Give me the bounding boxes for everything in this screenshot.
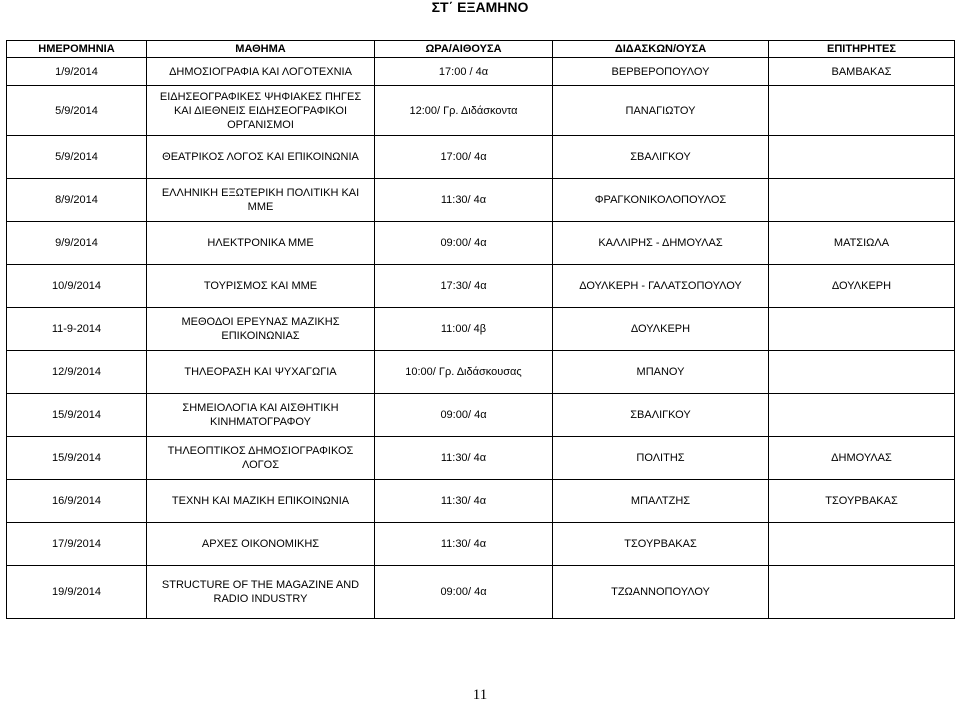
table-row [7, 523, 955, 566]
cell-instructor: ΤΣΟΥΡΒΑΚΑΣ [553, 523, 769, 566]
cell-course: ΕΙΔΗΣΕΟΓΡΑΦΙΚΕΣ ΨΗΦΙΑΚΕΣ ΠΗΓΕΣ ΚΑΙ ΔΙΕΘΝΕΙΣ ΕΙΔΗΣΕΟΓΡΑΦΙΚΟΙ ΟΡΓΑΝΙΣΜΟΙ [147, 86, 375, 136]
cell-proctors [769, 394, 955, 437]
column-header-proctors: ΕΠΙΤΗΡΗΤΕΣ [769, 41, 955, 58]
cell-course: ΣΗΜΕΙΟΛΟΓΙΑ ΚΑΙ ΑΙΣΘΗΤΙΚΗ ΚΙΝΗΜΑΤΟΓΡΑΦΟΥ [147, 394, 375, 437]
cell-time-room: 09:00/ 4α [375, 566, 553, 619]
cell-time-room: 11:30/ 4α [375, 437, 553, 480]
table-row [7, 136, 955, 179]
cell-time-room: 11:00/ 4β [375, 308, 553, 351]
cell-time-room: 09:00/ 4α [375, 394, 553, 437]
table-header-row [7, 41, 955, 58]
cell-course: ΜΕΘΟΔΟΙ ΕΡΕΥΝΑΣ ΜΑΖΙΚΗΣ ΕΠΙΚΟΙΝΩΝΙΑΣ [147, 308, 375, 351]
cell-date: 12/9/2014 [7, 351, 147, 394]
cell-proctors [769, 86, 955, 136]
cell-proctors [769, 136, 955, 179]
cell-instructor: ΚΑΛΛΙΡΗΣ - ΔΗΜΟΥΛΑΣ [553, 222, 769, 265]
cell-course: STRUCTURE OF THE MAGAZINE AND RADIO INDUSTRY [147, 566, 375, 619]
table-row [7, 265, 955, 308]
column-header-course: ΜΑΘΗΜΑ [147, 41, 375, 58]
cell-date: 5/9/2014 [7, 86, 147, 136]
cell-time-room: 12:00/ Γρ. Διδάσκοντα [375, 86, 553, 136]
cell-course: ΤΕΧΝΗ ΚΑΙ ΜΑΖΙΚΗ ΕΠΙΚΟΙΝΩΝΙΑ [147, 480, 375, 523]
cell-course: ΕΛΛΗΝΙΚΗ ΕΞΩΤΕΡΙΚΗ ΠΟΛΙΤΙΚΗ ΚΑΙ ΜΜΕ [147, 179, 375, 222]
cell-proctors [769, 179, 955, 222]
table-row [7, 566, 955, 619]
cell-date: 19/9/2014 [7, 566, 147, 619]
table-row [7, 86, 955, 136]
column-header-instructor: ΔΙΔΑΣΚΩΝ/ΟΥΣΑ [553, 41, 769, 58]
cell-course: ΑΡΧΕΣ ΟΙΚΟΝΟΜΙΚΗΣ [147, 523, 375, 566]
table-row [7, 351, 955, 394]
page-number: 11 [472, 687, 488, 703]
table-row [7, 179, 955, 222]
cell-course: ΤΗΛΕΟΡΑΣΗ ΚΑΙ ΨΥΧΑΓΩΓΙΑ [147, 351, 375, 394]
column-header-time-room: ΩΡΑ/ΑΙΘΟΥΣΑ [375, 41, 553, 58]
cell-instructor: ΜΠΑΛΤΖΗΣ [553, 480, 769, 523]
cell-date: 9/9/2014 [7, 222, 147, 265]
cell-time-room: 11:30/ 4α [375, 523, 553, 566]
cell-time-room: 17:00 / 4α [375, 58, 553, 86]
cell-date: 15/9/2014 [7, 394, 147, 437]
cell-proctors [769, 523, 955, 566]
table-row [7, 480, 955, 523]
exam-schedule-table [6, 40, 955, 619]
cell-proctors: ΒΑΜΒΑΚΑΣ [769, 58, 955, 86]
cell-date: 11-9-2014 [7, 308, 147, 351]
table-row [7, 222, 955, 265]
cell-instructor: ΣΒΑΛΙΓΚΟΥ [553, 136, 769, 179]
cell-instructor: ΠΑΝΑΓΙΩΤΟΥ [553, 86, 769, 136]
cell-proctors: ΜΑΤΣΙΩΛΑ [769, 222, 955, 265]
cell-course: ΘΕΑΤΡΙΚΟΣ ΛΟΓΟΣ ΚΑΙ ΕΠΙΚΟΙΝΩΝΙΑ [147, 136, 375, 179]
cell-course: ΔΗΜΟΣΙΟΓΡΑΦΙΑ ΚΑΙ ΛΟΓΟΤΕΧΝΙΑ [147, 58, 375, 86]
cell-proctors: ΔΗΜΟΥΛΑΣ [769, 437, 955, 480]
table-row [7, 308, 955, 351]
cell-date: 17/9/2014 [7, 523, 147, 566]
cell-date: 15/9/2014 [7, 437, 147, 480]
cell-course: ΗΛΕΚΤΡΟΝΙΚΑ ΜΜΕ [147, 222, 375, 265]
cell-date: 5/9/2014 [7, 136, 147, 179]
cell-time-room: 09:00/ 4α [375, 222, 553, 265]
cell-time-room: 17:30/ 4α [375, 265, 553, 308]
cell-instructor: ΔΟΥΛΚΕΡΗ - ΓΑΛΑΤΣΟΠΟΥΛΟΥ [553, 265, 769, 308]
cell-instructor: ΒΕΡΒΕΡΟΠΟΥΛΟΥ [553, 58, 769, 86]
cell-proctors [769, 566, 955, 619]
cell-proctors: ΔΟΥΛΚΕΡΗ [769, 265, 955, 308]
page-title: ΣΤ΄ ΕΞΑΜΗΝΟ [431, 0, 529, 15]
cell-instructor: ΔΟΥΛΚΕΡΗ [553, 308, 769, 351]
table-row [7, 437, 955, 480]
column-header-date: ΗΜΕΡΟΜΗΝΙΑ [7, 41, 147, 58]
cell-proctors [769, 351, 955, 394]
cell-instructor: ΤΖΩΑΝΝΟΠΟΥΛΟΥ [553, 566, 769, 619]
cell-instructor: ΣΒΑΛΙΓΚΟΥ [553, 394, 769, 437]
cell-proctors: ΤΣΟΥΡΒΑΚΑΣ [769, 480, 955, 523]
cell-time-room: 11:30/ 4α [375, 480, 553, 523]
cell-instructor: ΜΠΑΝΟΥ [553, 351, 769, 394]
cell-course: ΤΟΥΡΙΣΜΟΣ ΚΑΙ ΜΜΕ [147, 265, 375, 308]
cell-course: ΤΗΛΕΟΠΤΙΚΟΣ ΔΗΜΟΣΙΟΓΡΑΦΙΚΟΣ ΛΟΓΟΣ [147, 437, 375, 480]
cell-time-room: 11:30/ 4α [375, 179, 553, 222]
cell-date: 16/9/2014 [7, 480, 147, 523]
cell-instructor: ΠΟΛΙΤΗΣ [553, 437, 769, 480]
table-row [7, 58, 955, 86]
table-row [7, 394, 955, 437]
cell-proctors [769, 308, 955, 351]
cell-date: 8/9/2014 [7, 179, 147, 222]
cell-date: 1/9/2014 [7, 58, 147, 86]
cell-time-room: 17:00/ 4α [375, 136, 553, 179]
cell-instructor: ΦΡΑΓΚΟΝΙΚΟΛΟΠΟΥΛΟΣ [553, 179, 769, 222]
cell-time-room: 10:00/ Γρ. Διδάσκουσας [375, 351, 553, 394]
cell-date: 10/9/2014 [7, 265, 147, 308]
